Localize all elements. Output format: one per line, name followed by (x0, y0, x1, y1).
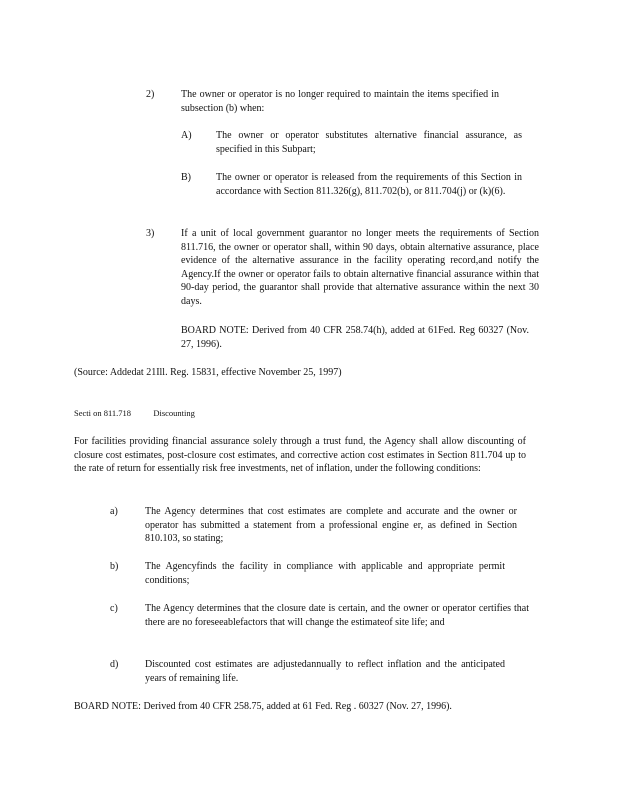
condition-c-label: c) (110, 603, 118, 614)
item-2-sub-b-label: B) (181, 172, 191, 183)
item-3-text: If a unit of local government guarantor no longer meets the requirements of Section 811.716, the owner or operator shall, within 90 days, obtain alternative assurance, place evidence of the alternative assurance in the facility operating record,and notify the Agency.If the owner or operator fails to obtain alternative financial assurance within that 90-day period, the guarantor shall provide that alternative assurance within the next 30 days. (181, 228, 539, 307)
condition-c-text: The Agency determines that the closure date is certain, and the owner or operator certifies that there are no foreseeablefactors that will change the estimateof site life; and (145, 603, 529, 628)
item-2-text: The owner or operator is no longer required to maintain the items specified in subsection (b) when: (181, 89, 499, 114)
section-heading (74, 407, 195, 421)
item-3-label: 3) (146, 228, 155, 239)
condition-a-text: The Agency determines that cost estimates are complete and accurate and the owner or operator has submitted a statement from a professional engine er, as defined in Section 810.103, so stating; (145, 506, 517, 545)
item-2-label: 2) (146, 89, 155, 100)
item-3-board-note: BOARD NOTE: Derived from 40 CFR 258.74(h), added at 61Fed. Reg 60327 (Nov. 27, 1996). (181, 325, 529, 350)
intro-paragraph: For facilities providing financial assurance solely through a trust fund, the Agency shall allow discounting of closure cost estimates, post-closure cost estimates, and corrective action cost estimates in Section 811.704 up to the rate of return for essentially risk free investments, net of inflation, under the following conditions: (74, 436, 526, 475)
source-note: (Source: Addedat 21Ill. Reg. 15831, effective November 25, 1997) (74, 367, 342, 378)
condition-d-label: d) (110, 659, 119, 670)
item-2-sub-a-label: A) (181, 130, 192, 141)
condition-d-text: Discounted cost estimates are adjustedannually to reflect inflation and the anticipated years of remaining life. (145, 659, 505, 684)
final-board-note: BOARD NOTE: Derived from 40 CFR 258.75, added at 61 Fed. Reg . 60327 (Nov. 27, 1996). (74, 701, 452, 712)
item-2-sub-b-text: The owner or operator is released from the requirements of this Section in accordance with Section 811.326(g), 811.702(b), or 811.704(j) or (k)(6). (216, 172, 522, 197)
item-2-sub-a-text: The owner or operator substitutes alternative financial assurance, as specified in this Subpart; (216, 130, 522, 155)
section-title: Discounting (153, 408, 195, 418)
condition-b-label: b) (110, 561, 119, 572)
section-number: Secti on 811.718 (74, 408, 132, 418)
condition-a-label: a) (110, 506, 118, 517)
condition-b-text: The Agencyfinds the facility in compliance with applicable and appropriate permit conditions; (145, 561, 505, 586)
